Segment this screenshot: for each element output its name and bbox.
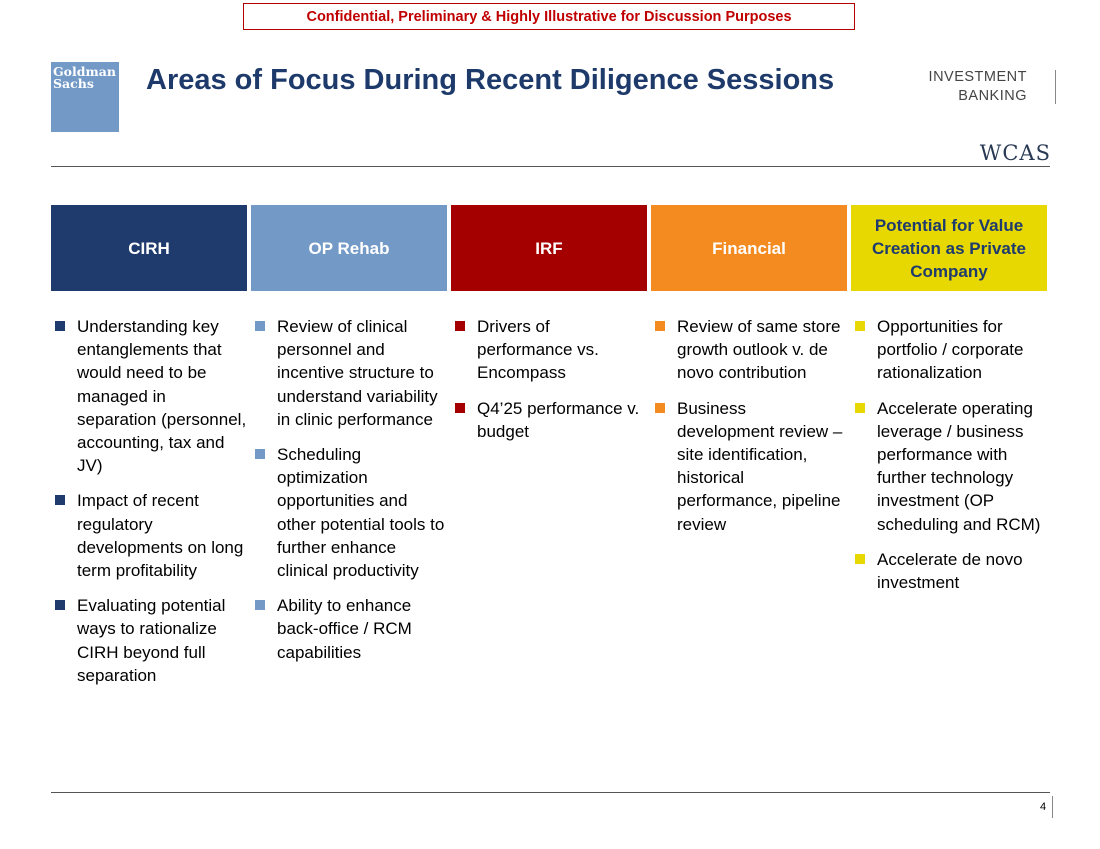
division-label [929, 68, 1027, 106]
footer-rule [51, 792, 1050, 793]
bullet-square-icon [855, 321, 865, 331]
bullet-item [451, 315, 647, 385]
bullet-item [51, 594, 247, 687]
bullet-square-icon [455, 403, 465, 413]
bullet-square-icon [655, 403, 665, 413]
division-line-2: BANKING [958, 88, 1027, 104]
logo-line-1: Goldman [53, 64, 116, 79]
bullet-square-icon [255, 600, 265, 610]
column-bullets [851, 315, 1047, 606]
division-divider [1055, 70, 1056, 104]
column-bullets [451, 315, 647, 455]
bullet-text: Business development review – site identification, historical performance, pipeline review [677, 398, 843, 534]
bullet-item [651, 397, 847, 536]
column-header: Potential for Value Creation as Private Company [851, 205, 1047, 291]
bullet-text: Understanding key entanglements that would need to be managed in separation (personnel, accounting, tax and JV) [77, 317, 247, 476]
bullet-text: Q4’25 performance v. budget [477, 398, 640, 441]
bullet-text: Accelerate operating leverage / business performance with further technology investment (OP scheduling and RCM) [877, 398, 1041, 534]
column-header: IRF [451, 205, 647, 291]
goldman-sachs-logo [51, 62, 119, 132]
bullet-square-icon [55, 495, 65, 505]
bullet-text: Accelerate de novo investment [877, 549, 1023, 593]
column-bullets [251, 315, 447, 676]
bullet-text: Evaluating potential ways to rationalize CIRH beyond full separation [77, 596, 226, 685]
bullet-text: Review of same store growth outlook v. de novo contribution [677, 317, 841, 383]
bullet-item [651, 315, 847, 385]
bullet-text: Impact of recent regulatory developments on long term profitability [77, 491, 244, 581]
bullet-square-icon [655, 321, 665, 331]
bullet-item [851, 397, 1047, 536]
bullet-item [851, 548, 1047, 594]
confidential-banner: Confidential, Preliminary & Highly Illustrative for Discussion Purposes [243, 3, 855, 30]
bullet-text: Opportunities for portfolio / corporate rationalization [877, 317, 1024, 383]
bullet-text: Ability to enhance back-office / RCM capabilities [277, 596, 412, 662]
bullet-square-icon [855, 554, 865, 564]
bullet-square-icon [255, 321, 265, 331]
bullet-item [451, 397, 647, 443]
division-line-1: INVESTMENT [928, 69, 1027, 85]
header-rule [51, 166, 1050, 167]
client-logo: WCAS [979, 141, 1051, 165]
bullet-square-icon [55, 321, 65, 331]
bullet-item [251, 315, 447, 431]
bullet-item [251, 594, 447, 664]
bullet-item [851, 315, 1047, 385]
bullet-item [51, 315, 247, 477]
column-bullets [651, 315, 847, 548]
column-header: OP Rehab [251, 205, 447, 291]
bullet-text: Scheduling optimization opportunities and other potential tools to further enhance clinical productivity [277, 445, 445, 581]
page-title: Areas of Focus During Recent Diligence Sessions [146, 64, 835, 96]
page-number: 4 [1040, 801, 1047, 813]
bullet-item [251, 443, 447, 582]
bullet-item [51, 489, 247, 582]
page-number-divider [1052, 796, 1053, 818]
column-bullets [51, 315, 247, 699]
bullet-square-icon [455, 321, 465, 331]
bullet-square-icon [855, 403, 865, 413]
logo-line-2: Sachs [53, 76, 94, 91]
column-header: CIRH [51, 205, 247, 291]
bullet-square-icon [55, 600, 65, 610]
bullet-text: Review of clinical personnel and incentive structure to understand variability in clinic performance [277, 317, 438, 429]
bullet-square-icon [255, 449, 265, 459]
bullet-text: Drivers of performance vs. Encompass [477, 317, 599, 383]
column-header: Financial [651, 205, 847, 291]
